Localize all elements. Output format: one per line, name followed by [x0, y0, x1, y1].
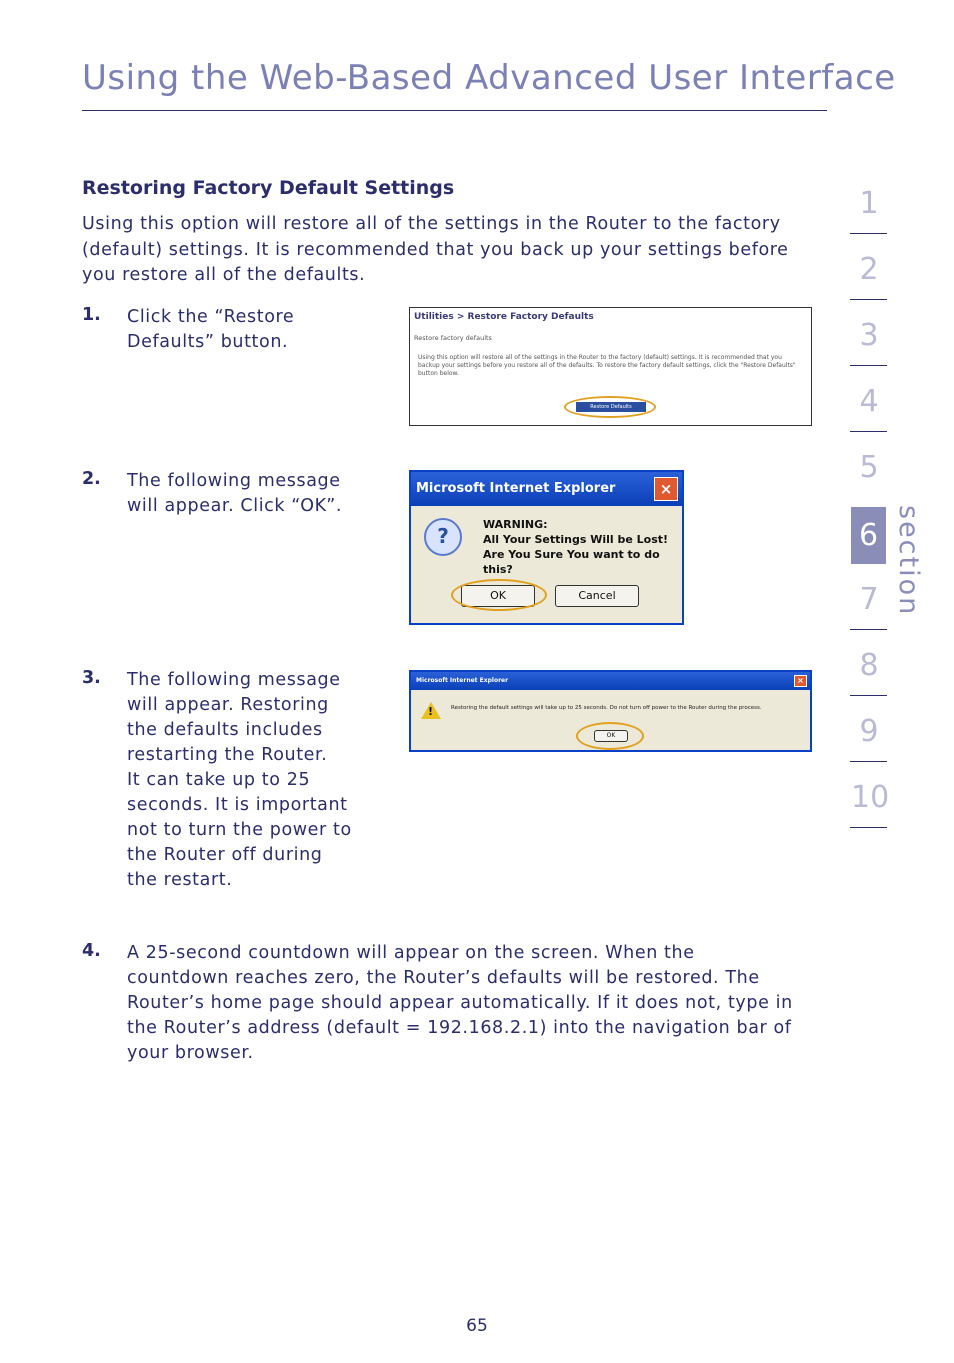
nav-rule — [850, 233, 887, 234]
question-icon: ? — [424, 518, 462, 556]
step-1-line: Click the “Restore — [127, 307, 295, 327]
highlight-ring — [564, 396, 656, 418]
nav-rule — [850, 365, 887, 366]
section-label: section — [893, 505, 924, 617]
dialog-titlebar: Microsoft Internet Explorer — [411, 672, 810, 690]
restore-defaults-screenshot — [409, 307, 812, 426]
step-3-line: seconds. It is important — [127, 795, 348, 815]
close-icon[interactable]: × — [794, 675, 807, 687]
section-nav-8[interactable]: 8 — [859, 648, 879, 683]
step-1-line: Defaults” button. — [127, 332, 289, 352]
section-heading: Restoring Factory Default Settings — [82, 177, 455, 199]
nav-rule — [850, 431, 887, 432]
header-rule — [82, 110, 827, 111]
section-nav-7[interactable]: 7 — [859, 582, 879, 617]
restart-dialog-screenshot — [409, 670, 812, 752]
section-nav-6-active[interactable] — [851, 507, 886, 564]
step-4-number: 4. — [82, 941, 101, 961]
nav-rule — [850, 761, 887, 762]
restore-screen-title: Utilities > Restore Factory Defaults — [414, 312, 594, 322]
close-icon[interactable]: × — [654, 477, 678, 501]
step-4-text — [127, 941, 793, 1066]
step-4-line: countdown reaches zero, the Router’s defaults will be restored. The — [127, 968, 760, 988]
section-nav-2[interactable]: 2 — [859, 252, 879, 287]
warning-message — [483, 517, 682, 577]
nav-rule — [850, 827, 887, 828]
highlight-ring — [451, 579, 547, 611]
warning-line: All Your Settings Will be Lost! — [483, 533, 669, 546]
step-3-line: It can take up to 25 — [127, 770, 311, 790]
section-nav-5[interactable]: 5 — [859, 450, 879, 485]
warning-icon — [421, 702, 441, 719]
step-4-line: Router’s home page should appear automatically. If it does not, type in — [127, 993, 793, 1013]
step-3-line: the defaults includes — [127, 720, 323, 740]
section-nav-1[interactable]: 1 — [859, 186, 879, 221]
warning-line: Are You Sure You want to do this? — [483, 548, 660, 576]
highlight-ring — [576, 722, 644, 750]
restore-defaults-button[interactable]: Restore Defaults — [576, 402, 646, 412]
restart-message: Restoring the default settings will take up to 25 seconds. Do not turn off power to the Router during the process. — [451, 705, 762, 711]
step-4-line: the Router’s address (default = 192.168.2.1) into the navigation bar of — [127, 1018, 792, 1038]
step-3-line: restarting the Router. — [127, 745, 328, 765]
step-2-number: 2. — [82, 469, 101, 489]
ok-button[interactable]: OK — [461, 585, 535, 607]
step-1-text — [127, 305, 294, 355]
section-nav-4[interactable]: 4 — [859, 384, 879, 419]
step-3-line: not to turn the power to — [127, 820, 352, 840]
cancel-button[interactable]: Cancel — [555, 585, 639, 607]
restore-screen-body: Using this option will restore all of the settings in the Router to the factory (default) settings. It is recommended that you backup your settings before you restore all of the defaults. To restore the factory default settings, click the "Restore Defaults" button below. — [418, 354, 796, 377]
step-4-line: your browser. — [127, 1043, 254, 1063]
step-2-line: The following message — [127, 471, 341, 491]
nav-rule — [850, 299, 887, 300]
warning-icon-glyph: ! — [428, 705, 434, 718]
warning-dialog-screenshot — [409, 470, 684, 625]
step-1-number: 1. — [82, 305, 101, 325]
page-header-title: Using the Web-Based Advanced User Interface — [82, 58, 896, 98]
section-nav-3[interactable]: 3 — [859, 318, 879, 353]
ok-button[interactable]: OK — [594, 730, 628, 742]
section-nav-6-label: 6 — [858, 518, 879, 553]
nav-rule — [850, 629, 887, 630]
step-2-line: will appear. Click “OK”. — [127, 496, 343, 516]
step-2-text — [127, 469, 342, 519]
restore-screen-subtitle: Restore factory defaults — [414, 334, 492, 342]
step-3-line: the Router off during — [127, 845, 323, 865]
warning-line: WARNING: — [483, 518, 548, 531]
section-nav-10[interactable]: 10 — [851, 780, 890, 815]
section-nav-9[interactable]: 9 — [859, 714, 879, 749]
dialog-titlebar: Microsoft Internet Explorer — [411, 472, 682, 506]
step-3-line: the restart. — [127, 870, 233, 890]
step-3-line: will appear. Restoring — [127, 695, 329, 715]
page-number: 65 — [466, 1316, 488, 1336]
step-4-line: A 25-second countdown will appear on the screen. When the — [127, 943, 695, 963]
step-3-text — [127, 668, 352, 893]
section-intro: Using this option will restore all of the settings in the Router to the factory (default) settings. It is recommended that you back up your settings before you restore all of the defaults. — [82, 214, 789, 285]
step-3-number: 3. — [82, 668, 101, 688]
step-3-line: The following message — [127, 670, 341, 690]
nav-rule — [850, 695, 887, 696]
